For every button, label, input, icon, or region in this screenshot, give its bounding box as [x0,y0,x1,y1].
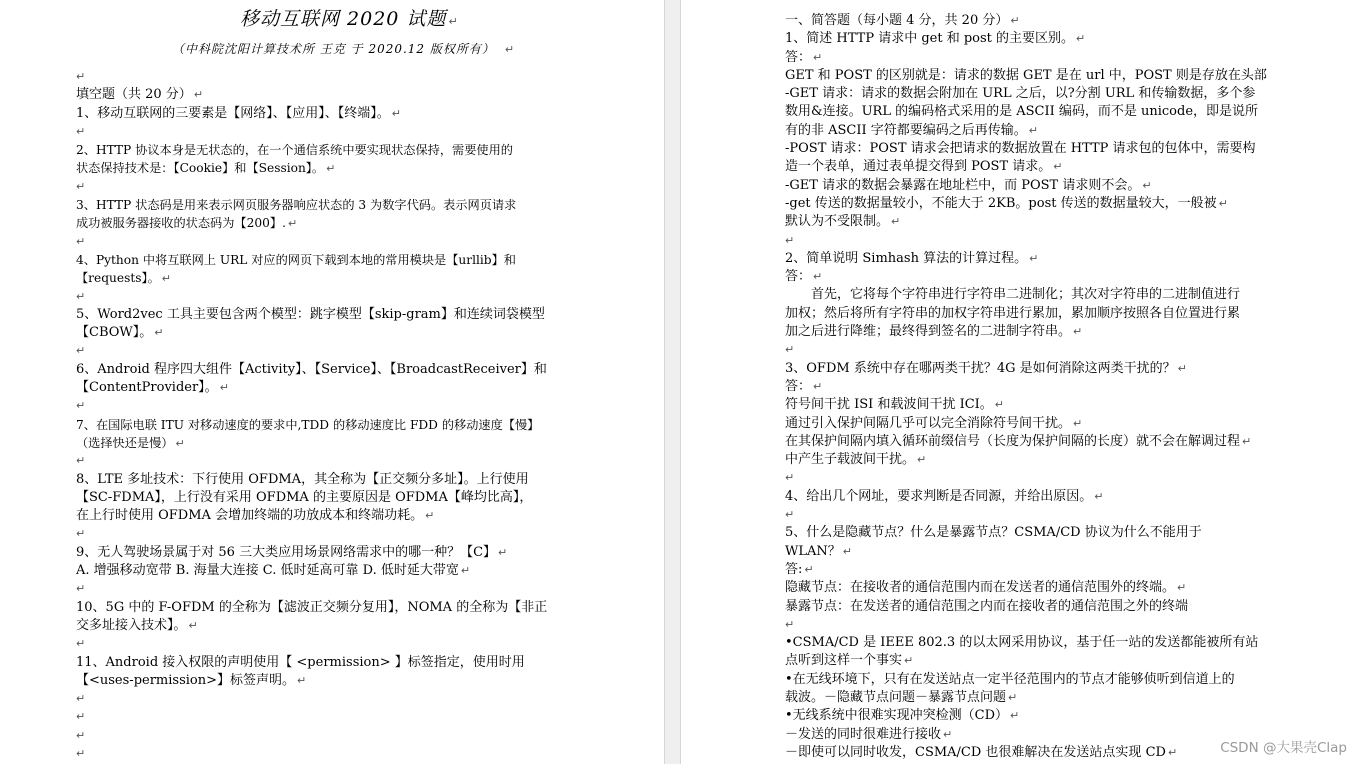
paragraph-mark: ↵ [154,326,164,340]
paragraph-mark: ↵ [76,728,86,742]
paragraph-mark: ↵ [287,217,298,231]
paragraph-mark: ↵ [1028,123,1038,137]
line-text: 载波。－隐藏节点问题－暴露节点问题 [785,689,1007,705]
page-gutter [664,0,681,764]
text-line [785,305,1275,323]
line-text: 答： [785,49,812,65]
paragraph-mark: ↵ [785,508,795,522]
paragraph-mark: ↵ [1242,434,1252,448]
left-page-text [76,68,566,763]
line-text: WLAN？ [785,543,841,559]
text-line [785,451,1275,469]
text-line [785,652,1275,670]
paragraph-mark: ↵ [76,234,86,248]
line-text: －发送的同时很难进行接收 [785,726,942,742]
line-text: （选择快还是慢） [76,435,174,450]
text-line [76,471,566,489]
text-line [785,67,1275,85]
text-line [785,158,1275,176]
paragraph-mark: ↵ [813,379,823,393]
line-text: 交多址接入技术】。 [76,617,187,633]
empty-paragraph [785,616,1275,634]
paragraph-mark: ↵ [785,343,795,357]
text-line [785,671,1275,689]
paragraph-mark: ↵ [1010,709,1020,723]
empty-paragraph [76,123,566,141]
paragraph-mark: ↵ [76,746,86,760]
text-line [785,213,1275,231]
document-subtitle: （中科院沈阳计算技术所 王克 于 2020.12 版权所有） ↵ [172,42,516,56]
text-line [785,12,1275,30]
paragraph-mark: ↵ [943,727,953,741]
paragraph-mark: ↵ [1177,361,1187,375]
empty-paragraph [76,68,566,86]
text-line [785,360,1275,378]
empty-paragraph [76,690,566,708]
text-line [785,433,1275,451]
line-text: 8、LTE 多址技术：下行使用 OFDMA，其全称为【正交频分多址】。上行使用 [76,471,529,487]
paragraph-mark: ↵ [813,270,823,284]
text-line [76,544,566,562]
paragraph-mark: ↵ [193,88,204,102]
paragraph-mark: ↵ [161,272,171,286]
text-line [785,707,1275,725]
paragraph-mark: ↵ [1008,690,1018,704]
empty-paragraph [76,452,566,470]
paragraph-mark: ↵ [804,562,814,576]
text-line [76,489,566,507]
text-line [76,672,566,690]
text-line [76,617,566,635]
text-line [76,214,566,232]
line-text: 10、5G 中的 F-OFDM 的全称为【滤波正交频分复用】，NOMA 的全称为【非正 [76,599,548,615]
text-line [785,286,1275,304]
empty-paragraph [76,233,566,251]
paragraph-mark: ↵ [1142,178,1152,192]
text-line [76,86,566,104]
text-line [785,579,1275,597]
text-line [785,177,1275,195]
paragraph-mark: ↵ [175,436,185,450]
text-line [76,196,566,214]
text-line [785,378,1275,396]
line-text: 【ContentProvider】。 [76,380,218,396]
line-text: 在其保护间隔内填入循环前缀信号（长度为保护间隔的长度）就不会在解调过程 [785,433,1241,449]
paragraph-mark: ↵ [297,673,307,687]
paragraph-mark: ↵ [813,50,823,64]
line-text: 答： [785,269,812,285]
line-text: 6、Android 程序四大组件【Activity】、【Service】、【BroadcastReceiver】和 [76,361,547,377]
text-line [785,250,1275,268]
line-text: 有的非 ASCII 字符都要编码之后再传输。 [785,122,1027,138]
text-line [76,361,566,379]
paragraph-mark: ↵ [76,692,86,706]
paragraph-mark: ↵ [391,106,401,120]
line-text: 【CBOW】。 [76,325,153,341]
line-text: 7、在国际电联 ITU 对移动速度的要求中,TDD 的移动速度比 FDD 的移动速度【慢】 [76,417,540,432]
text-line [785,598,1275,616]
paragraph-mark: ↵ [76,124,86,138]
empty-paragraph [76,727,566,745]
line-text: •无线系统中很难实现冲突检测（CD） [785,708,1009,724]
paragraph-mark: ↵ [76,344,86,358]
paragraph-mark: ↵ [917,453,927,467]
line-text: 通过引入保护间隔几乎可以完全消除符号间干扰。 [785,415,1072,431]
empty-paragraph [76,397,566,415]
text-line [76,105,566,123]
empty-paragraph [785,232,1275,250]
text-line [76,507,566,525]
line-text: 5、Word2vec 工具主要包含两个模型：跳字模型【skip-gram】和连续词袋模型 [76,306,545,322]
text-line [76,416,566,434]
paragraph-mark: ↵ [1076,32,1086,46]
text-line [785,122,1275,140]
line-text: 1、移动互联网的三要素是【网络】、【应用】、【终端】。 [76,105,390,121]
paragraph-mark: ↵ [76,710,86,724]
line-text: 加权；然后将所有字符串的加权字符串进行累加，累加顺序按照各自位置进行累 [785,305,1241,321]
csdn-watermark: CSDN @大果壳Clap [1220,740,1347,756]
paragraph-mark: ↵ [994,398,1005,412]
line-text: 3、HTTP 状态码是用来表示网页服务器响应状态的 3 为数字代码。表示网页请求 [76,198,517,213]
line-text: 首先，它将每个字符串进行字符串二进制化；其次对字符串的二进制值进行 [811,287,1241,303]
line-text: 4、给出几个网址，要求判断是否同源，并给出原因。 [785,488,1093,504]
line-text: 一、简答题（每小题 4 分，共 20 分） [785,13,1009,28]
text-line [76,269,566,287]
paragraph-mark: ↵ [1218,196,1228,210]
empty-paragraph [785,506,1275,524]
text-line [785,634,1275,652]
line-text: 隐藏节点：在接收者的通信范围内而在发送者的通信范围外的终端。 [785,580,1176,596]
text-line [76,306,566,324]
paragraph-mark: ↵ [219,381,229,395]
text-line [76,379,566,397]
paragraph-mark: ↵ [76,454,86,468]
paragraph-mark: ↵ [1029,251,1039,265]
text-line [785,30,1275,48]
line-text: A. 增强移动宽带 B. 海量大连接 C. 低时延高可靠 D. 低时延大带宽 [76,563,459,579]
text-line [785,195,1275,213]
text-line [76,141,566,159]
line-text: 加之后进行降维；最终得到签名的二进制字符串。 [785,324,1072,340]
line-text: 数用&连接。URL 的编码格式采用的是 ASCII 编码，而不是 unicode，即是说所 [785,104,1259,120]
line-text: -get 传送的数据量较小，不能大于 2KB。post 传送的数据量较大，一般被 [785,195,1217,211]
paragraph-mark: ↵ [188,618,198,632]
line-text: 中产生子载波间干扰。 [785,452,916,468]
line-text: 9、无人驾驶场景属于对 56 三大类应用场景网络需求中的哪一种？【C】 [76,544,497,560]
text-line [785,415,1275,433]
paragraph-mark: ↵ [76,399,86,413]
line-text: 2、简单说明 Simhash 算法的计算过程。 [785,250,1028,266]
line-text: 11、Android 接入权限的声明使用【 <permission> 】标签指定，使用时用 [76,654,525,670]
paragraph-mark: ↵ [76,582,86,596]
text-line [785,488,1275,506]
paragraph-mark: ↵ [891,215,901,229]
paragraph-mark: ↵ [1073,416,1083,430]
line-text: •在无线环境下，只有在发送站点一定半径范围内的节点才能够侦听到信道上的 [785,671,1235,687]
paragraph-mark: ↵ [1167,745,1178,759]
line-text: GET 和 POST 的区别就是：请求的数据 GET 是在 url 中，POST 则是存放在头部 [785,67,1267,83]
line-text: 答： [785,378,812,394]
text-line [785,268,1275,286]
line-text: -GET 请求的数据会暴露在地址栏中，而 POST 请求则不会。 [785,177,1141,193]
empty-paragraph [785,469,1275,487]
line-text: 点听到这样一个事实 [785,653,903,669]
line-text: 【requests】。 [76,271,160,286]
text-line [785,85,1275,103]
empty-paragraph [76,635,566,653]
text-line [785,396,1275,414]
line-text: 状态保持技术是：【Cookie】和【Session】。 [76,161,325,176]
text-line [785,323,1275,341]
line-text: 4、Python 中将互联网上 URL 对应的网页下载到本地的常用模块是【urllib】和 [76,252,516,267]
line-text: -GET 请求：请求的数据会附加在 URL 之后，以?分割 URL 和传输数据，多个参 [785,86,1256,102]
document-title: 移动互联网 2020 试题 ↵ [240,8,459,30]
text-line [785,524,1275,542]
line-text: 符号间干扰 ISI 和载波间干扰 ICI。 [785,397,993,413]
paragraph-mark: ↵ [1053,160,1063,174]
empty-paragraph [76,580,566,598]
text-line [76,324,566,342]
empty-paragraph [76,288,566,306]
paragraph-mark: ↵ [498,545,508,559]
text-line [785,49,1275,67]
text-line [76,654,566,672]
paragraph-mark: ↵ [842,544,852,558]
paragraph-mark: ↵ [326,162,336,176]
text-line [785,140,1275,158]
line-text: 造一个表单，通过表单提交得到 POST 请求。 [785,159,1052,175]
paragraph-mark: ↵ [785,233,795,247]
line-text: 【<uses-permission>】标签声明。 [76,672,296,688]
line-text: 1、简述 HTTP 请求中 get 和 post 的主要区别。 [785,31,1075,47]
paragraph-mark: ↵ [1010,14,1020,27]
line-text: 默认为不受限制。 [785,214,890,230]
paragraph-mark: ↵ [904,654,914,668]
line-text: 答: [785,561,803,577]
empty-paragraph [76,708,566,726]
paragraph-mark: ↵ [785,471,795,485]
line-text: 3、OFDM 系统中存在哪两类干扰？4G 是如何消除这两类干扰的？ [785,360,1176,376]
paragraph-mark: ↵ [76,637,86,651]
line-text: 在上行时使用 OFDMA 会增加终端的功放成本和终端功耗。 [76,508,424,524]
paragraph-mark: ↵ [76,289,86,303]
line-text: －即使可以同时收发，CSMA/CD 也很难解决在发送站点实现 CD [785,744,1166,760]
text-line [76,159,566,177]
text-line [76,599,566,617]
paragraph-mark: ↵ [76,179,86,193]
paragraph-mark: ↵ [76,527,86,541]
paragraph-mark: ↵ [1073,325,1083,339]
paragraph-mark: ↵ [785,617,795,631]
empty-paragraph [76,342,566,360]
paragraph-mark: ↵ [425,509,435,523]
text-line [76,434,566,452]
line-text: 5、什么是隐藏节点？什么是暴露节点？CSMA/CD 协议为什么不能用于 [785,525,1202,541]
paragraph-mark: ↵ [460,564,471,578]
text-line [76,562,566,580]
paragraph-mark: ↵ [1094,489,1104,503]
text-line [785,543,1275,561]
right-page-text [785,12,1275,762]
empty-paragraph [76,178,566,196]
line-text: -POST 请求：POST 请求会把请求的数据放置在 HTTP 请求包的包体中，需要构 [785,141,1256,157]
line-text: 成功被服务器接收的状态码为【200】. [76,216,286,231]
text-line [785,744,1275,762]
line-text: 【SC-FDMA】，上行没有采用 OFDMA 的主要原因是 OFDMA【峰均比高】， [76,489,533,505]
text-line [76,251,566,269]
paragraph-mark: ↵ [76,70,86,83]
text-line [785,561,1275,579]
text-line [785,689,1275,707]
line-text: 2、HTTP 协议本身是无状态的，在一个通信系统中要实现状态保持，需要使用的 [76,143,513,158]
line-text: •CSMA/CD 是 IEEE 802.3 的以太网采用协议，基于任一站的发送都能被所有站 [785,635,1259,651]
line-text: 填空题（共 20 分） [76,87,192,103]
empty-paragraph [785,341,1275,359]
line-text: 暴露节点：在发送者的通信范围之内而在接收者的通信范围之外的终端 [785,598,1189,614]
text-line [785,726,1275,744]
paragraph-mark: ↵ [1177,581,1187,595]
text-line [785,103,1275,121]
empty-paragraph [76,525,566,543]
empty-paragraph [76,745,566,763]
